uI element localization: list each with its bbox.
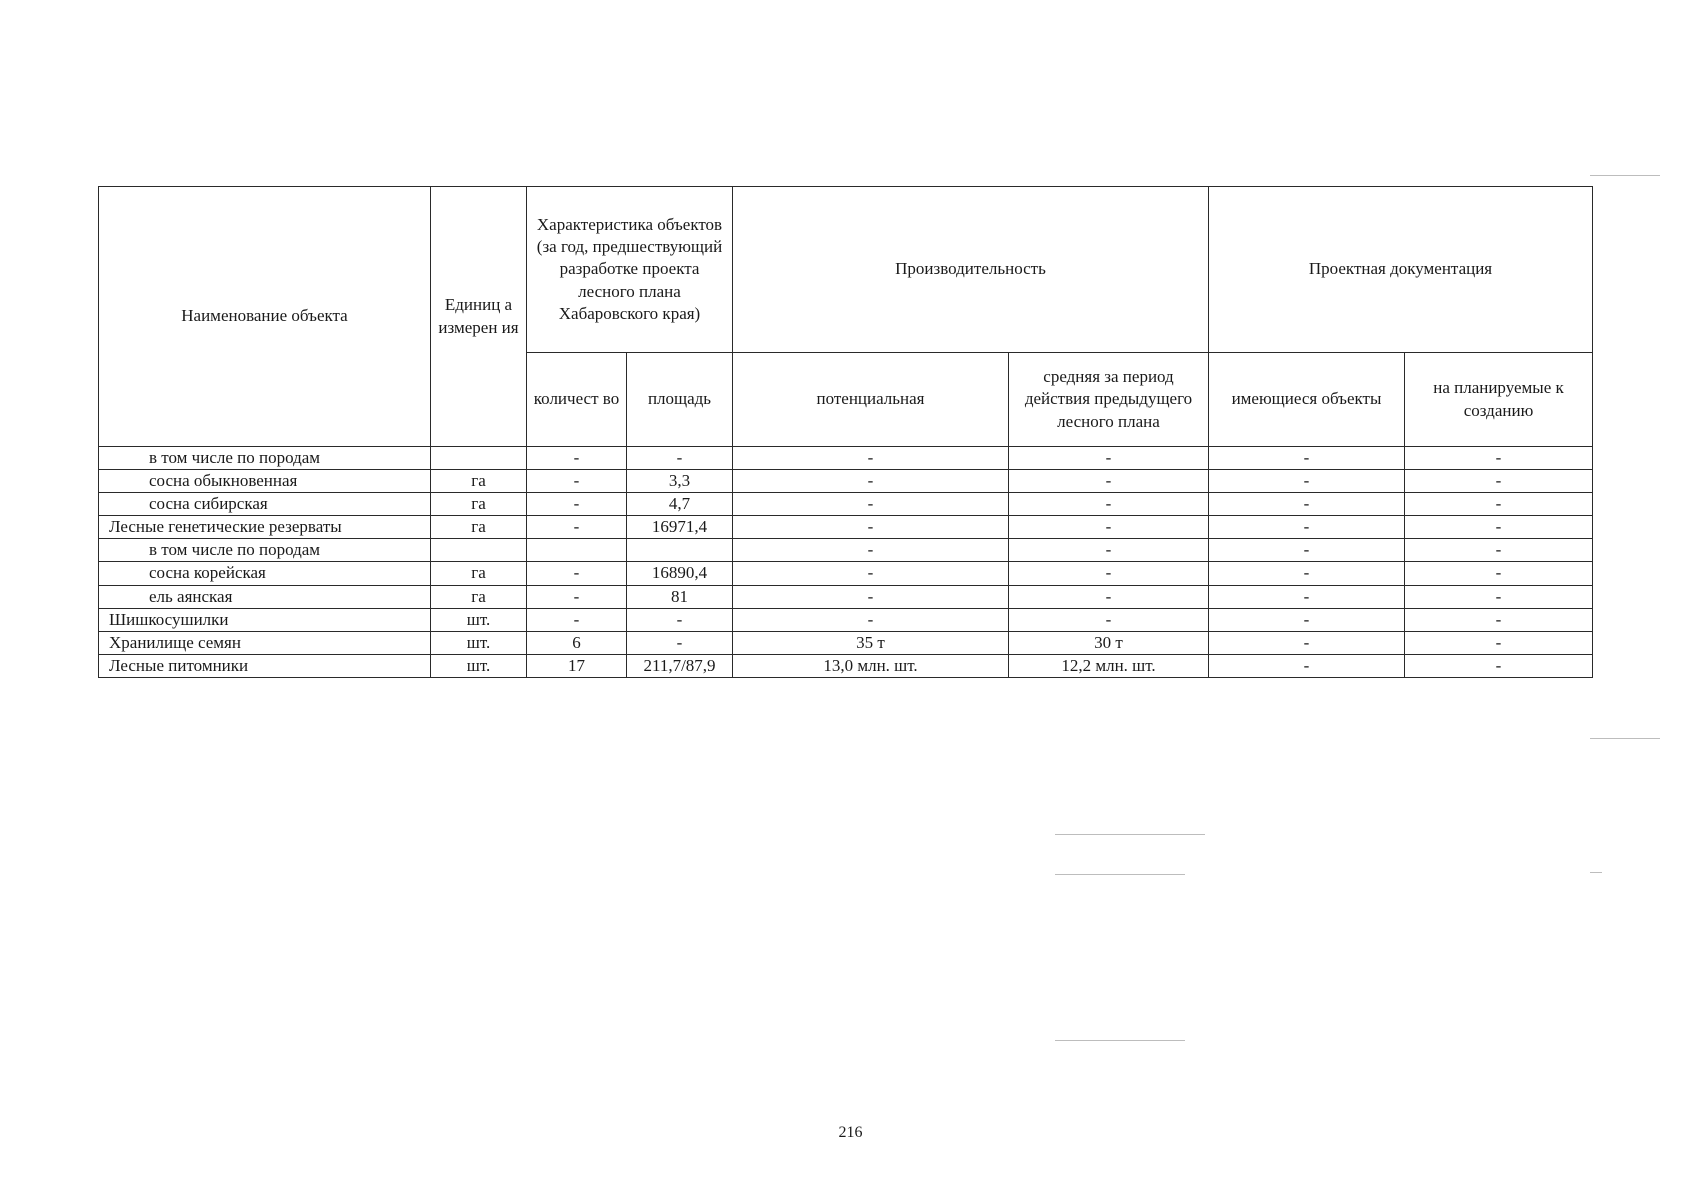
cell-unit: га bbox=[431, 585, 527, 608]
cell-planned: - bbox=[1405, 470, 1593, 493]
cell-quantity: 17 bbox=[527, 654, 627, 677]
cell-name: ель аянская bbox=[99, 585, 431, 608]
cell-existing: - bbox=[1209, 447, 1405, 470]
cell-average: - bbox=[1009, 493, 1209, 516]
table-row bbox=[99, 608, 1593, 631]
header-average: средняя за период действия предыдущего лесного плана bbox=[1009, 353, 1209, 447]
table-row bbox=[99, 585, 1593, 608]
cell-name: сосна сибирская bbox=[99, 493, 431, 516]
cell-area: 16971,4 bbox=[627, 516, 733, 539]
cell-potential: - bbox=[733, 562, 1009, 585]
cell-area: 81 bbox=[627, 585, 733, 608]
header-unit: Единиц а измерен ия bbox=[431, 187, 527, 447]
header-row-1 bbox=[99, 187, 1593, 353]
cell-planned: - bbox=[1405, 539, 1593, 562]
cell-unit: га bbox=[431, 516, 527, 539]
table-row bbox=[99, 654, 1593, 677]
cell-area: 211,7/87,9 bbox=[627, 654, 733, 677]
cell-potential: - bbox=[733, 493, 1009, 516]
cell-area: - bbox=[627, 447, 733, 470]
cell-unit: шт. bbox=[431, 654, 527, 677]
table-row bbox=[99, 447, 1593, 470]
cell-unit bbox=[431, 447, 527, 470]
cell-planned: - bbox=[1405, 585, 1593, 608]
cell-existing: - bbox=[1209, 654, 1405, 677]
cell-planned: - bbox=[1405, 562, 1593, 585]
cell-average: - bbox=[1009, 539, 1209, 562]
cell-potential: - bbox=[733, 470, 1009, 493]
cell-existing: - bbox=[1209, 493, 1405, 516]
cell-unit: шт. bbox=[431, 631, 527, 654]
cell-average: 30 т bbox=[1009, 631, 1209, 654]
table-row bbox=[99, 516, 1593, 539]
scan-artifact bbox=[1590, 175, 1660, 176]
cell-potential: - bbox=[733, 585, 1009, 608]
cell-existing: - bbox=[1209, 539, 1405, 562]
header-potential: потенциальная bbox=[733, 353, 1009, 447]
cell-quantity: - bbox=[527, 493, 627, 516]
cell-area: 3,3 bbox=[627, 470, 733, 493]
cell-average: - bbox=[1009, 562, 1209, 585]
header-existing: имеющиеся объекты bbox=[1209, 353, 1405, 447]
cell-potential: - bbox=[733, 539, 1009, 562]
table-row bbox=[99, 470, 1593, 493]
cell-average: - bbox=[1009, 447, 1209, 470]
header-quantity: количест во bbox=[527, 353, 627, 447]
cell-planned: - bbox=[1405, 447, 1593, 470]
cell-potential: 35 т bbox=[733, 631, 1009, 654]
cell-area: 4,7 bbox=[627, 493, 733, 516]
table-row bbox=[99, 631, 1593, 654]
cell-unit: га bbox=[431, 562, 527, 585]
header-characteristics: Характеристика объектов (за год, предшествующий разработке проекта лесного плана Хабаровского края) bbox=[527, 187, 733, 353]
cell-area bbox=[627, 539, 733, 562]
cell-existing: - bbox=[1209, 516, 1405, 539]
header-area: площадь bbox=[627, 353, 733, 447]
page-number: 216 bbox=[838, 1124, 863, 1141]
cell-existing: - bbox=[1209, 470, 1405, 493]
cell-planned: - bbox=[1405, 631, 1593, 654]
header-productivity: Производительность bbox=[733, 187, 1209, 353]
cell-average: - bbox=[1009, 470, 1209, 493]
cell-quantity: - bbox=[527, 470, 627, 493]
cell-quantity: - bbox=[527, 516, 627, 539]
cell-planned: - bbox=[1405, 608, 1593, 631]
cell-area: - bbox=[627, 631, 733, 654]
cell-planned: - bbox=[1405, 516, 1593, 539]
cell-quantity: - bbox=[527, 608, 627, 631]
cell-potential: - bbox=[733, 516, 1009, 539]
cell-name: сосна корейская bbox=[99, 562, 431, 585]
scan-artifact bbox=[1055, 874, 1185, 875]
cell-planned: - bbox=[1405, 493, 1593, 516]
cell-existing: - bbox=[1209, 631, 1405, 654]
cell-existing: - bbox=[1209, 585, 1405, 608]
cell-existing: - bbox=[1209, 562, 1405, 585]
objects-table-container bbox=[98, 186, 1592, 678]
cell-unit: шт. bbox=[431, 608, 527, 631]
cell-average: - bbox=[1009, 585, 1209, 608]
scan-artifact bbox=[1590, 872, 1602, 873]
cell-quantity: - bbox=[527, 562, 627, 585]
cell-name: Хранилище семян bbox=[99, 631, 431, 654]
cell-planned: - bbox=[1405, 654, 1593, 677]
cell-name: Лесные питомники bbox=[99, 654, 431, 677]
scan-artifact bbox=[1590, 738, 1660, 739]
cell-quantity: - bbox=[527, 585, 627, 608]
header-planned: на планируемые к созданию bbox=[1405, 353, 1593, 447]
cell-quantity: - bbox=[527, 447, 627, 470]
cell-average: 12,2 млн. шт. bbox=[1009, 654, 1209, 677]
table-row bbox=[99, 539, 1593, 562]
cell-quantity: 6 bbox=[527, 631, 627, 654]
cell-quantity bbox=[527, 539, 627, 562]
scan-artifact bbox=[1055, 834, 1205, 835]
cell-potential: - bbox=[733, 447, 1009, 470]
cell-unit: га bbox=[431, 493, 527, 516]
cell-area: - bbox=[627, 608, 733, 631]
cell-average: - bbox=[1009, 516, 1209, 539]
table-row bbox=[99, 493, 1593, 516]
cell-name: в том числе по породам bbox=[99, 539, 431, 562]
table-row bbox=[99, 562, 1593, 585]
cell-potential: - bbox=[733, 608, 1009, 631]
cell-existing: - bbox=[1209, 608, 1405, 631]
cell-unit bbox=[431, 539, 527, 562]
cell-name: Шишкосушилки bbox=[99, 608, 431, 631]
cell-name: в том числе по породам bbox=[99, 447, 431, 470]
cell-name: Лесные генетические резерваты bbox=[99, 516, 431, 539]
cell-unit: га bbox=[431, 470, 527, 493]
objects-table bbox=[98, 186, 1593, 678]
cell-name: сосна обыкновенная bbox=[99, 470, 431, 493]
header-name: Наименование объекта bbox=[99, 187, 431, 447]
cell-area: 16890,4 bbox=[627, 562, 733, 585]
scan-artifact bbox=[1055, 1040, 1185, 1041]
cell-potential: 13,0 млн. шт. bbox=[733, 654, 1009, 677]
cell-average: - bbox=[1009, 608, 1209, 631]
header-documentation: Проектная документация bbox=[1209, 187, 1593, 353]
